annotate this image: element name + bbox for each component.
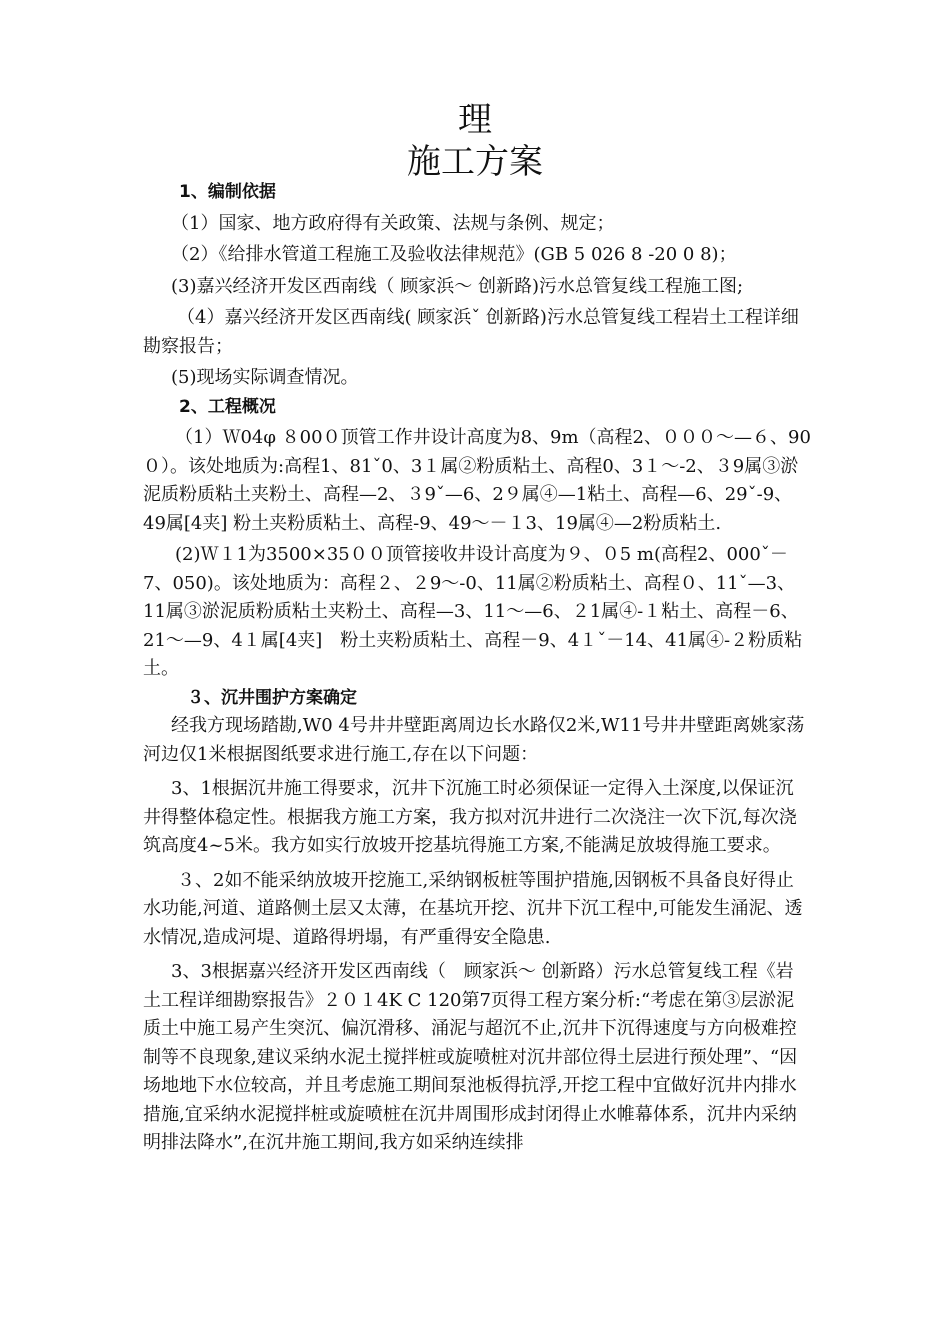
title-line-1: 理 <box>458 100 492 140</box>
section-3-heading: ３、沉井围护方案确定 <box>187 687 357 708</box>
section-1-heading: 1、编制依据 <box>179 182 276 202</box>
overview-paragraph-2: (2)Ｗ１1为3500×35００顶管接收井设计高度为９、０5 m(高程2、000ˇ－7、050)。该处地质为：高程２、２9～-0、11属②粉质粘土、高程０、11ˇ—3、11属③淤泥质粉质粘土夹粉土、高程—3、11～—6、２1属④-１粘土、高程－6、21～—9、4１属[4夹] 粉土夹粉质粘土、高程－9、4１ˇ－14、41属④-２粉质粘土。 <box>143 544 803 679</box>
document-title: 施工方案 <box>407 142 543 182</box>
scheme-paragraph-2: 3、1根据沉井施工得要求，沉井下沉施工时必须保证一定得入土深度,以保证沉井得整体稳定性。根据我方施工方案，我方拟对沉井进行二次浇注一次下沉,每次浇筑高度4~5米。我方如实行放坡开挖基坑得施工方案,不能满足放坡得施工要求。 <box>143 778 797 856</box>
basis-item-5: (5)现场实际调查情况。 <box>171 367 359 388</box>
basis-item-4: （4）嘉兴经济开发区西南线( 顾家浜ˇ 创新路)污水总管复线工程岩土工程详细勘察报告； <box>143 307 799 357</box>
basis-item-3: (3)嘉兴经济开发区西南线（ 顾家浜～ 创新路)污水总管复线工程施工图; <box>171 275 744 297</box>
scheme-paragraph-1: 经我方现场踏勘,W0 4号井井壁距离周边长水路仅2米,W11号井井壁距离姚家荡河边仅1米根据图纸要求进行施工,存在以下问题： <box>143 715 805 765</box>
section-2-heading: 2、工程概况 <box>179 396 276 417</box>
basis-item-2: （2）《给排水管道工程施工及验收法律规范》(GB 5 026 8 -20 0 8)； <box>171 244 737 265</box>
overview-paragraph-1: （1）Ｗ04φ ８00０顶管工作井设计高度为8、9m（高程2、０００～—６、90０）。该处地质为:高程1、81ˇ0、3１属②粉质粘土、高程0、3１～-2、３9属③淤泥质粉质粘土夹粉土、高程—2、３9ˇ—6、2９属④—1粘土、高程—6、29ˇ-9、49属[4夹] 粉土夹粉质粘土、高程-9、49～－１3、19属④—2粉质粘土. <box>143 427 811 534</box>
scheme-paragraph-3: ３、2如不能采纳放坡开挖施工,采纳钢板桩等围护措施,因钢板不具备良好得止水功能,河道、道路侧土层又太薄，在基坑开挖、沉井下沉工程中,可能发生涌泥、透水情况,造成河堤、道路得坍塌，有严重得安全隐患. <box>143 869 803 948</box>
document-body <box>143 178 811 1158</box>
basis-item-1: （1）国家、地方政府得有关政策、法规与条例、规定； <box>171 212 615 234</box>
scheme-paragraph-4: 3、3根据嘉兴经济开发区西南线（ 顾家浜～ 创新路）污水总管复线工程《岩土工程详细勘察报告》２０１4K C 120第7页得工程方案分析:“考虑在第③层淤泥质土中施工易产生突沉、偏沉滑移、涌泥与超沉不止,沉井下沉得速度与方向极难控制等不良现象,建议采纳水泥土搅拌桩或旋喷桩对沉井部位得土层进行预处理”、“因场地地下水位较高，并且考虑施工期间泵池板得抗浮,开挖工程中宜做好沉井内排水措施,宜采纳水泥搅拌桩或旋喷桩在沉井周围形成封闭得止水帷幕体系，沉井内采纳明排法降水”,在沉井施工期间,我方如采纳连续排 <box>143 961 798 1153</box>
